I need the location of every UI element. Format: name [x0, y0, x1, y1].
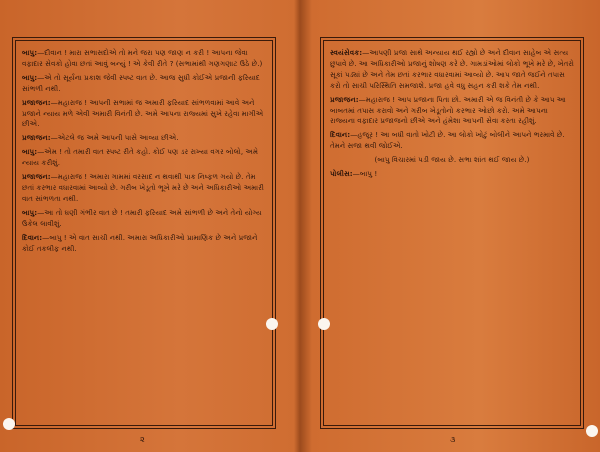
- dialogue-text: —દીવાન ! મારા સભાસદોએ તો મને જરા પણ જાણ ન કરી ! આપના જેવા વફાદાર સેવકો હોવા છતાં આવું બન્યું ! એ કેવી રીતે ? (સભામાંથી ગણગણાટ ઉઠે છે.): [22, 48, 263, 68]
- dialogue-line: [22, 133, 266, 144]
- speaker-label: દિવાન:: [22, 232, 43, 242]
- speaker-label: બાપુ:: [22, 72, 38, 82]
- dialogue-line: [22, 147, 266, 169]
- speaker-label: સ્વયંસેવક:: [330, 48, 363, 57]
- binding-hole: [318, 318, 330, 330]
- dialogue-text: —આપણી પ્રજા સાથે અન્યાય થઈ રહ્યો છે અને દીવાન સાહેબ એ સત્ય છુપાવે છે. આ અધિકારીઓ પ્રજાનું શોષણ કરે છે. ગામડાંઓમાં લોકો ભૂખે મરે છે, ખેતરો સૂકાં પડ્યાં છે અને તેમ છતાં કરભાર વધારવામાં આવ્યો છે. આપ જાતે જઈને તપાસ કરો તો સાચી પરિસ્થિતિ સમજાશે. પ્રજા હવે વધુ સહન કરી શકે તેમ નથી.: [330, 48, 574, 90]
- dialogue-text: —એ તો સૂર્યના પ્રકાશ જેવી સ્પષ્ટ વાત છે. આજ સુધી કોઈએ પ્રજાની ફરિયાદ સાંભળી નથી.: [22, 72, 260, 93]
- right-page: [302, 0, 600, 452]
- speaker-label: બાપુ:: [22, 147, 38, 157]
- page-text: [330, 48, 574, 183]
- speaker-label: બાપુ:: [22, 48, 38, 57]
- dialogue-text: —હજૂર ! આ બધી વાતો ખોટી છે. આ લોકો ખોટું બોલીને આપને ભરમાવે છે. તેમને સજા થવી જોઈએ.: [330, 130, 565, 151]
- speaker-label: પોલીસ:: [330, 169, 353, 179]
- binding-hole: [586, 425, 598, 437]
- dialogue-text: —મહારાજ ! આપ પ્રજાના પિતા છો. અમારી એ જ વિનંતી છે કે આપ આ બાબતમાં તપાસ કરાવો અને ગરીબ ખેડૂતોનો કરભાર ઓછો કરો. અમે આપના રાજ્યના વફાદાર પ્રજાજનો છીએ અને હંમેશા આપની સેવા કરતા રહીશું.: [330, 94, 566, 126]
- dialogue-line: [22, 48, 266, 70]
- dialogue-line: [22, 73, 266, 95]
- dialogue-line: [330, 130, 574, 152]
- dialogue-line: [330, 169, 574, 180]
- speaker-label: દિવાન:: [330, 130, 351, 140]
- dialogue-line: [22, 98, 266, 131]
- dialogue-text: —એટલે જ અમે આપની પાસે આવ્યા છીએ.: [50, 133, 179, 143]
- page-text: [22, 48, 266, 257]
- stage-direction: (બાપુ વિચારમાં પડી જાય છે. સભા શાંત થઈ જાય છે.): [374, 155, 530, 165]
- binding-hole: [3, 418, 15, 430]
- dialogue-line: [22, 208, 266, 230]
- left-page: [0, 0, 298, 452]
- speaker-label: પ્રજાજન:: [22, 172, 51, 182]
- dialogue-text: —એમ ! તો તમારી વાત સ્પષ્ટ રીતે કહો. કોઈ પણ ડર રાખ્યા વગર બોલો, અમે ન્યાય કરીશું.: [22, 147, 259, 168]
- page-number: ૩: [450, 435, 456, 444]
- page-number: ૨: [140, 435, 145, 444]
- speaker-label: પ્રજાજન:: [22, 133, 51, 143]
- speaker-label: બાપુ:: [22, 207, 38, 217]
- dialogue-text: —બાપુ !: [352, 169, 378, 179]
- dialogue-text: —બાપુ ! એ વાત સાચી નથી. અમારા અધિકારીઓ પ્રામાણિક છે અને પ્રજાને કોઈ તકલીફ નથી.: [22, 232, 258, 253]
- dialogue-text: —મહારાજ ! આપની સભામાં જ અમારી ફરિયાદ સાંભળવામાં આવે અને પ્રજાને ન્યાય મળે એવી અમારી વિનંતી છે. અમે આપના રાજ્યમાં સુખે રહેવા માગીએ છીએ.: [22, 97, 264, 129]
- dialogue-line: [22, 172, 266, 205]
- dialogue-line: [330, 48, 574, 92]
- dialogue-text: —આ તો ઘણી ગંભીર વાત છે ! તમારી ફરિયાદ અમે સાંભળી છે અને તેનો યોગ્ય ઉકેલ લાવીશું.: [22, 207, 262, 228]
- dialogue-line: [22, 233, 266, 255]
- speaker-label: પ્રજાજન:: [22, 97, 51, 107]
- speaker-label: પ્રજાજન:: [330, 94, 359, 104]
- binding-hole: [266, 318, 278, 330]
- dialogue-line: [330, 95, 574, 128]
- dialogue-text: —મહારાજ ! અમારા ગામમાં વરસાદ ન થવાથી પાક નિષ્ફળ ગયો છે. તેમ છતાં કરભાર વધારવામાં આવ્યો છે. ગરીબ ખેડૂતો ભૂખે મરે છે અને અધિકારીઓ અમારી વાત સાંભળતા નથી.: [22, 172, 264, 203]
